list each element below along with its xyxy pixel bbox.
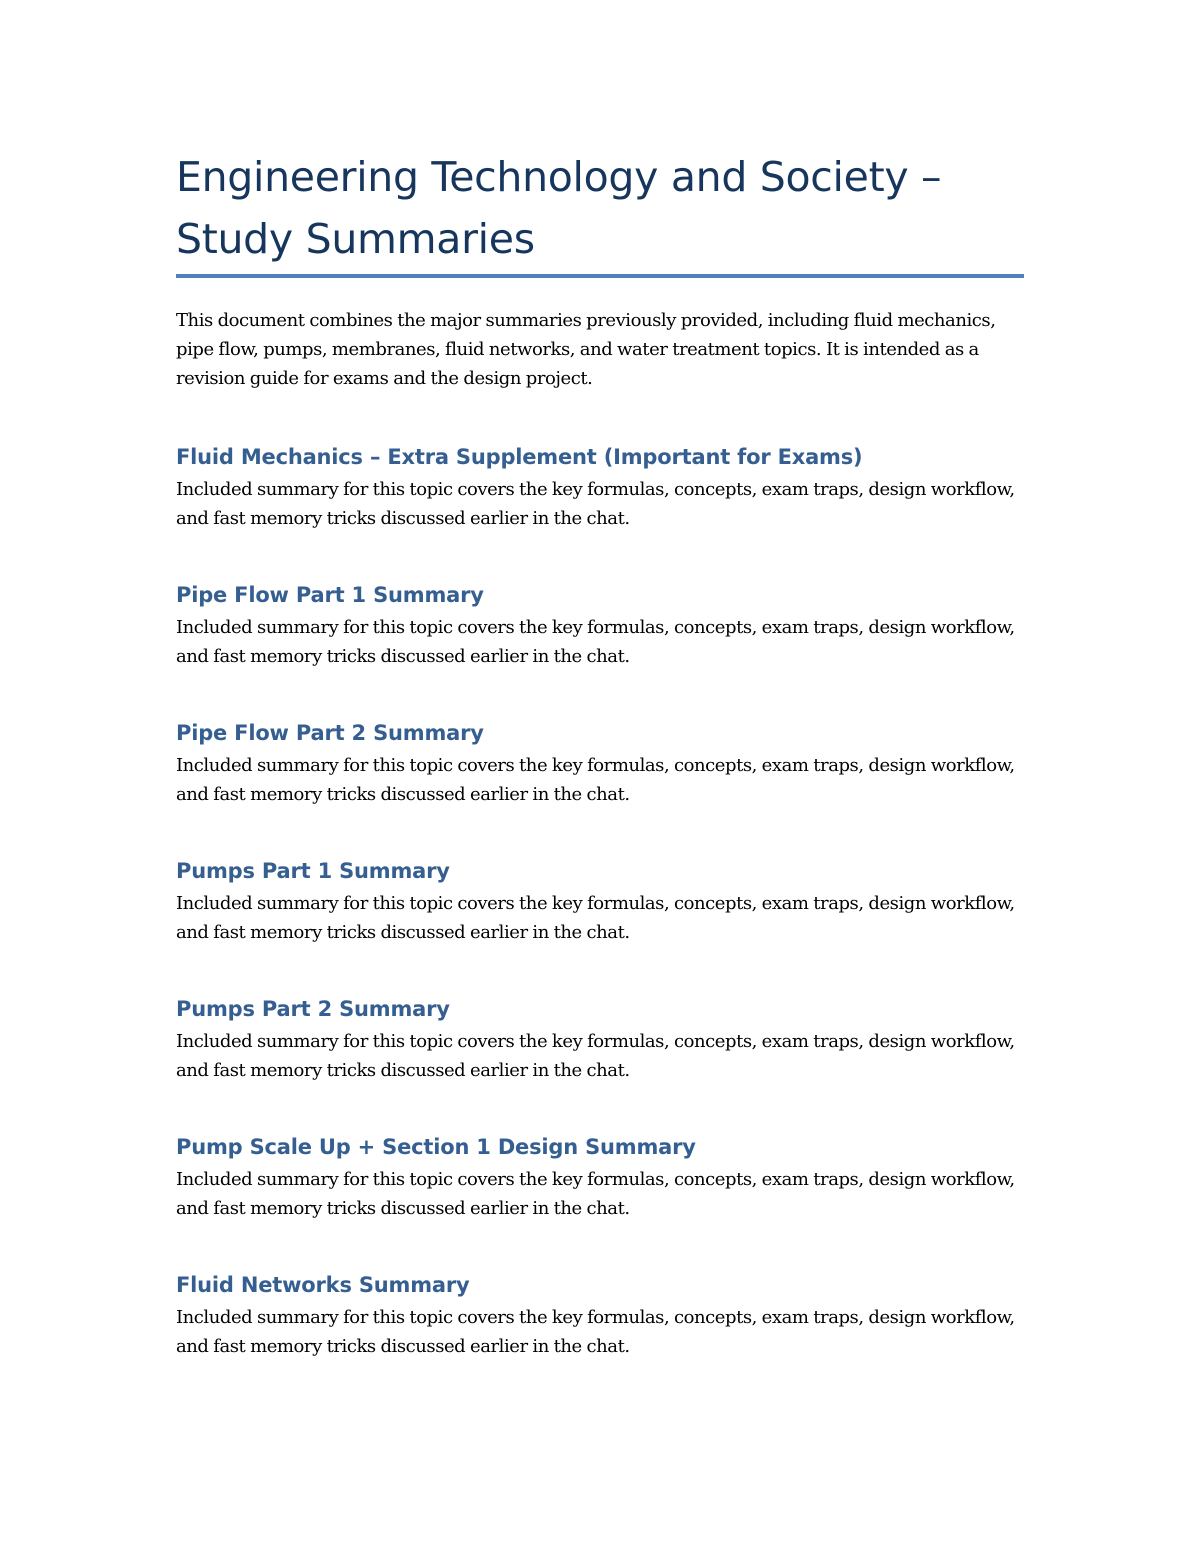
- section-heading: Pumps Part 2 Summary: [176, 997, 450, 1021]
- section-heading: Pipe Flow Part 2 Summary: [176, 721, 484, 745]
- section-fluid-mechanics: [176, 443, 1024, 533]
- section-body: Included summary for this topic covers the key formulas, concepts, exam traps, design workflow, and fast memory tricks discussed earlier in the chat.: [176, 1169, 1015, 1219]
- section-heading: Pump Scale Up + Section 1 Design Summary: [176, 1135, 696, 1159]
- document-content: [176, 146, 1024, 1361]
- section-pipe-flow-part-1: [176, 581, 1024, 671]
- section-pumps-part-1: [176, 857, 1024, 947]
- section-heading: Fluid Networks Summary: [176, 1273, 470, 1297]
- section-body: Included summary for this topic covers the key formulas, concepts, exam traps, design workflow, and fast memory tricks discussed earlier in the chat.: [176, 1031, 1015, 1081]
- document-title: [176, 146, 1024, 270]
- section-pumps-part-2: [176, 995, 1024, 1085]
- document-title-line-1: Engineering Technology and Society –: [176, 153, 942, 201]
- section-heading: Fluid Mechanics – Extra Supplement (Important for Exams): [176, 445, 863, 469]
- section-heading: Pipe Flow Part 1 Summary: [176, 583, 484, 607]
- section-pump-scale-up: [176, 1133, 1024, 1223]
- title-underline-rule: [176, 274, 1024, 278]
- section-body: Included summary for this topic covers the key formulas, concepts, exam traps, design workflow, and fast memory tricks discussed earlier in the chat.: [176, 479, 1015, 529]
- section-body: Included summary for this topic covers the key formulas, concepts, exam traps, design workflow, and fast memory tricks discussed earlier in the chat.: [176, 617, 1015, 667]
- section-fluid-networks: [176, 1271, 1024, 1361]
- section-body: Included summary for this topic covers the key formulas, concepts, exam traps, design workflow, and fast memory tricks discussed earlier in the chat.: [176, 893, 1015, 943]
- section-body: Included summary for this topic covers the key formulas, concepts, exam traps, design workflow, and fast memory tricks discussed earlier in the chat.: [176, 755, 1015, 805]
- section-body: Included summary for this topic covers the key formulas, concepts, exam traps, design workflow, and fast memory tricks discussed earlier in the chat.: [176, 1307, 1015, 1357]
- document-title-line-2: Study Summaries: [176, 215, 535, 263]
- section-pipe-flow-part-2: [176, 719, 1024, 809]
- intro-paragraph: This document combines the major summaries previously provided, including fluid mechanics, pipe flow, pumps, membranes, fluid networks, and water treatment topics. It is intended as a revision guide for exams and the design project.: [176, 310, 996, 389]
- section-heading: Pumps Part 1 Summary: [176, 859, 450, 883]
